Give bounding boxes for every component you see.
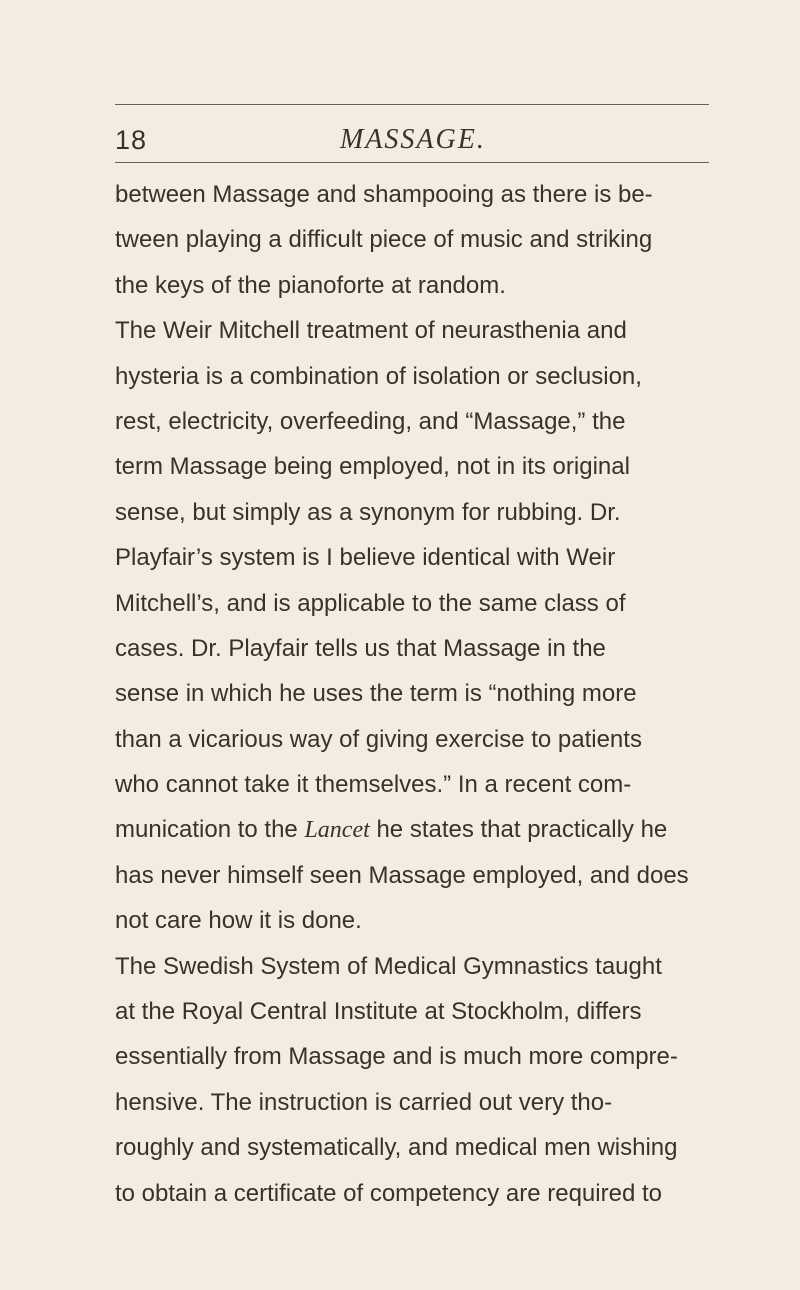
running-head (115, 122, 709, 162)
text-line: Playfair’s system is I believe identical with Weir (115, 544, 616, 572)
text-line: cases. Dr. Playfair tells us that Massage in the (115, 634, 606, 662)
text-line: not care how it is done. (115, 907, 362, 935)
text-line: sense in which he uses the term is “nothing more (115, 680, 637, 708)
text-line-with-italic (115, 807, 715, 852)
paragraph-start-line: The Swedish System of Medical Gymnastics taught (115, 952, 662, 980)
text-line: than a vicarious way of giving exercise to patients (115, 725, 642, 753)
text-line: hensive. The instruction is carried out very tho- (115, 1088, 613, 1116)
page-number: 18 (115, 125, 148, 155)
text-line: to obtain a certificate of competency are required to (115, 1179, 662, 1207)
text-line: essentially from Massage and is much more compre- (115, 1043, 678, 1071)
text-line: at the Royal Central Institute at Stockholm, differs (115, 998, 642, 1026)
text-line: term Massage being employed, not in its original (115, 453, 630, 481)
top-rule (115, 104, 709, 105)
lancet-italic: Lancet (304, 817, 370, 844)
text-segment: he states that practically he (369, 816, 668, 844)
text-line: tween playing a difficult piece of music and striking (115, 226, 653, 254)
text-line: roughly and systematically, and medical men wishing (115, 1134, 678, 1162)
text-line: between Massage and shampooing as there is be- (115, 181, 653, 208)
running-title: MASSAGE. (340, 124, 486, 155)
text-line: the keys of the pianoforte at random. (115, 271, 506, 299)
text-line: hysteria is a combination of isolation or seclusion, (115, 362, 642, 390)
text-line: who cannot take it themselves.” In a recent com- (115, 771, 632, 799)
text-line: rest, electricity, overfeeding, and “Massage,” the (115, 407, 626, 435)
text-line: sense, but simply as a synonym for rubbing. Dr. (115, 498, 621, 526)
text-segment: munication to the (115, 816, 305, 844)
head-rule (115, 162, 709, 163)
body-text (115, 172, 715, 1216)
paragraph-start-line: The Weir Mitchell treatment of neurasthenia and (115, 317, 627, 345)
text-line: has never himself seen Massage employed, and does (115, 861, 689, 889)
text-line: Mitchell’s, and is applicable to the same class of (115, 589, 626, 617)
